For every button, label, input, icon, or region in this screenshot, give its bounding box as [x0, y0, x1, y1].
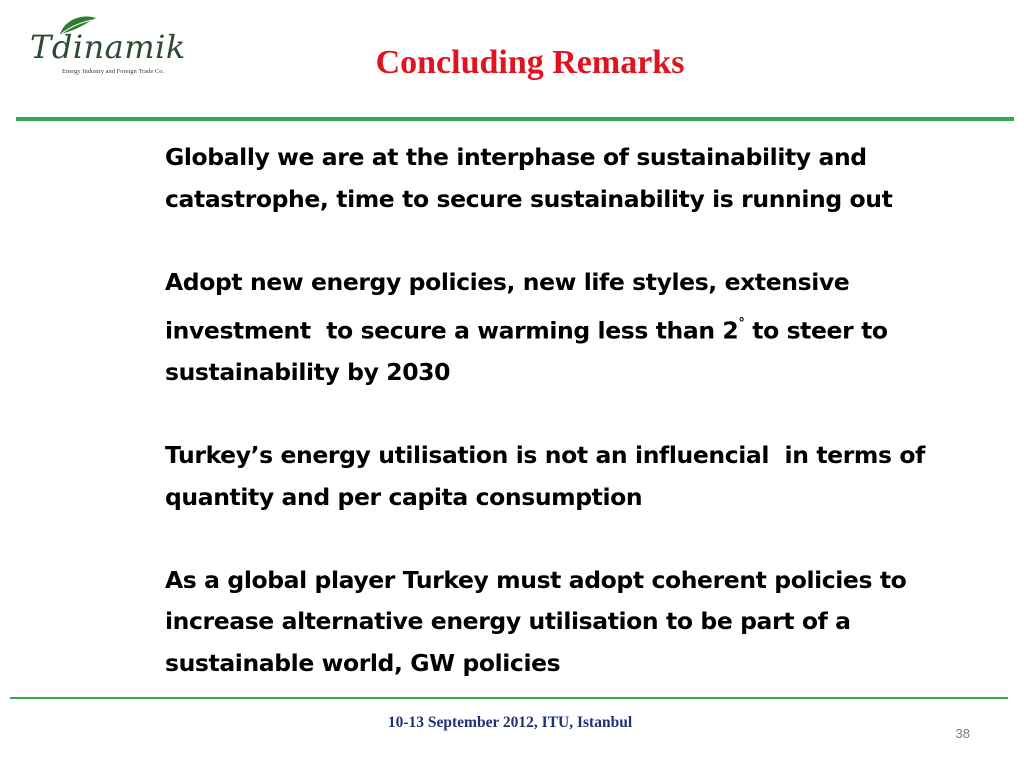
paragraph-global-player: As a global player Turkey must adopt coherent policies to increase alternative energy utilisation to be part of a sustainable world, GW policies	[165, 565, 915, 677]
slide-title: Concluding Remarks	[375, 44, 685, 81]
footer-event-info: 10-13 September 2012, ITU, Istanbul	[387, 714, 633, 731]
logo-subtitle: Energy Industry and Foreign Trade Co.	[62, 68, 165, 75]
page-number: 38	[955, 726, 970, 741]
paragraph-sustainability: Globally we are at the interphase of sustainability and catastrophe, time to secure sustainability is running out	[165, 143, 893, 213]
degree-symbol: °	[738, 316, 745, 331]
footer-divider	[10, 697, 1008, 699]
paragraph-text-end: to steer to sustainability by 2030	[165, 316, 896, 387]
slide-body	[165, 137, 933, 684]
company-logo	[22, 14, 186, 84]
paragraph-text-start: Adopt new energy policies, new life styles, extensive investment to secure a warming less than 2	[165, 267, 858, 345]
header-divider	[16, 117, 1014, 121]
paragraph-turkey-utilisation: Turkey’s energy utilisation is not an influencial in terms of quantity and per capita consumption	[165, 441, 933, 511]
logo-wordmark: Tdinamik	[30, 28, 186, 66]
paragraph-energy-policies	[165, 262, 925, 394]
